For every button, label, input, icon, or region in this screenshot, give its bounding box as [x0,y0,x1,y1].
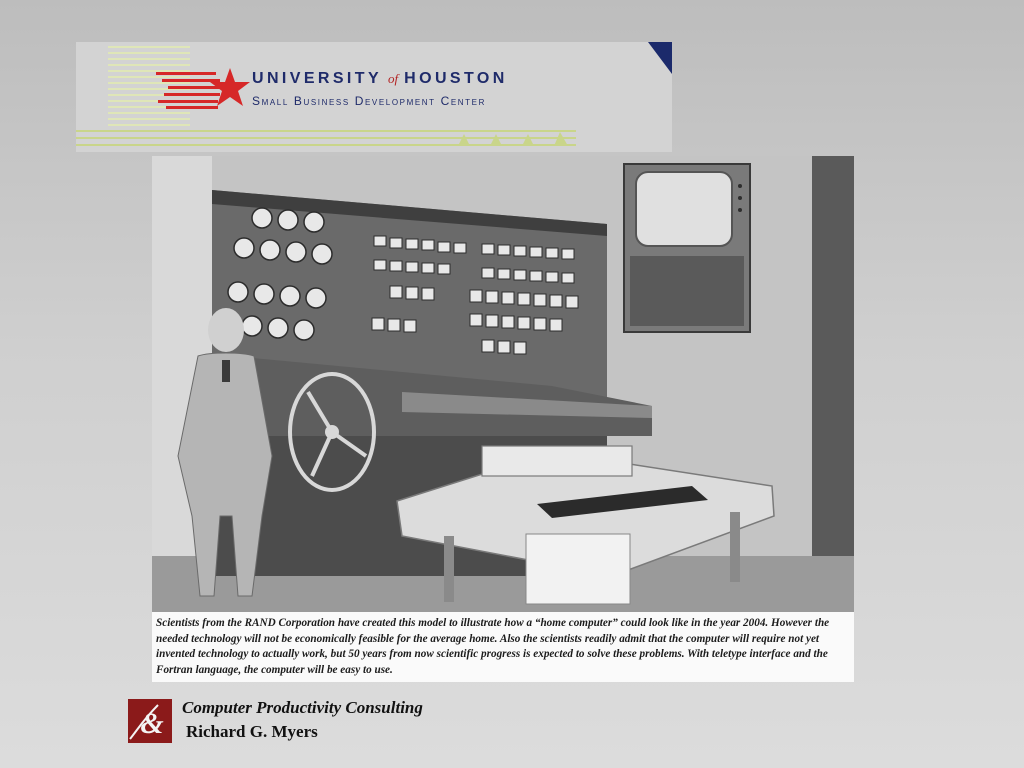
photo-scene [152,156,854,612]
corner-accent [648,42,672,74]
university-name-of: of [388,71,399,86]
sbdc-subtitle: Small Business Development Center [252,94,486,108]
cpc-logo-glyph: & [140,707,164,740]
presenter-name: Richard G. Myers [186,722,318,741]
star-logo-icon [156,68,252,112]
university-logo-banner [76,42,672,152]
triangle-markers-icon [456,130,576,148]
television-set [624,164,750,332]
company-name: Computer Productivity Consulting [182,698,423,717]
cpc-logo-icon [128,699,172,743]
photo-illustration [152,156,854,612]
university-name-part1: UNIVERSITY [252,70,383,87]
university-name [252,70,508,88]
university-name-part2: HOUSTON [404,70,508,87]
home-computer-photo [152,156,854,682]
photo-caption: Scientists from the RAND Corporation have created this model to illustrate how a “home computer” could look like in the year 2004. However the needed technology will not be economically feasible for the average home. Also the scientists readily admit that the computer will require not yet invented technology to actually work, but 50 years from now scientific progress is expected to solve these problems. With teletype interface and the Fortran language, the computer will be easy to use. [156,617,830,676]
